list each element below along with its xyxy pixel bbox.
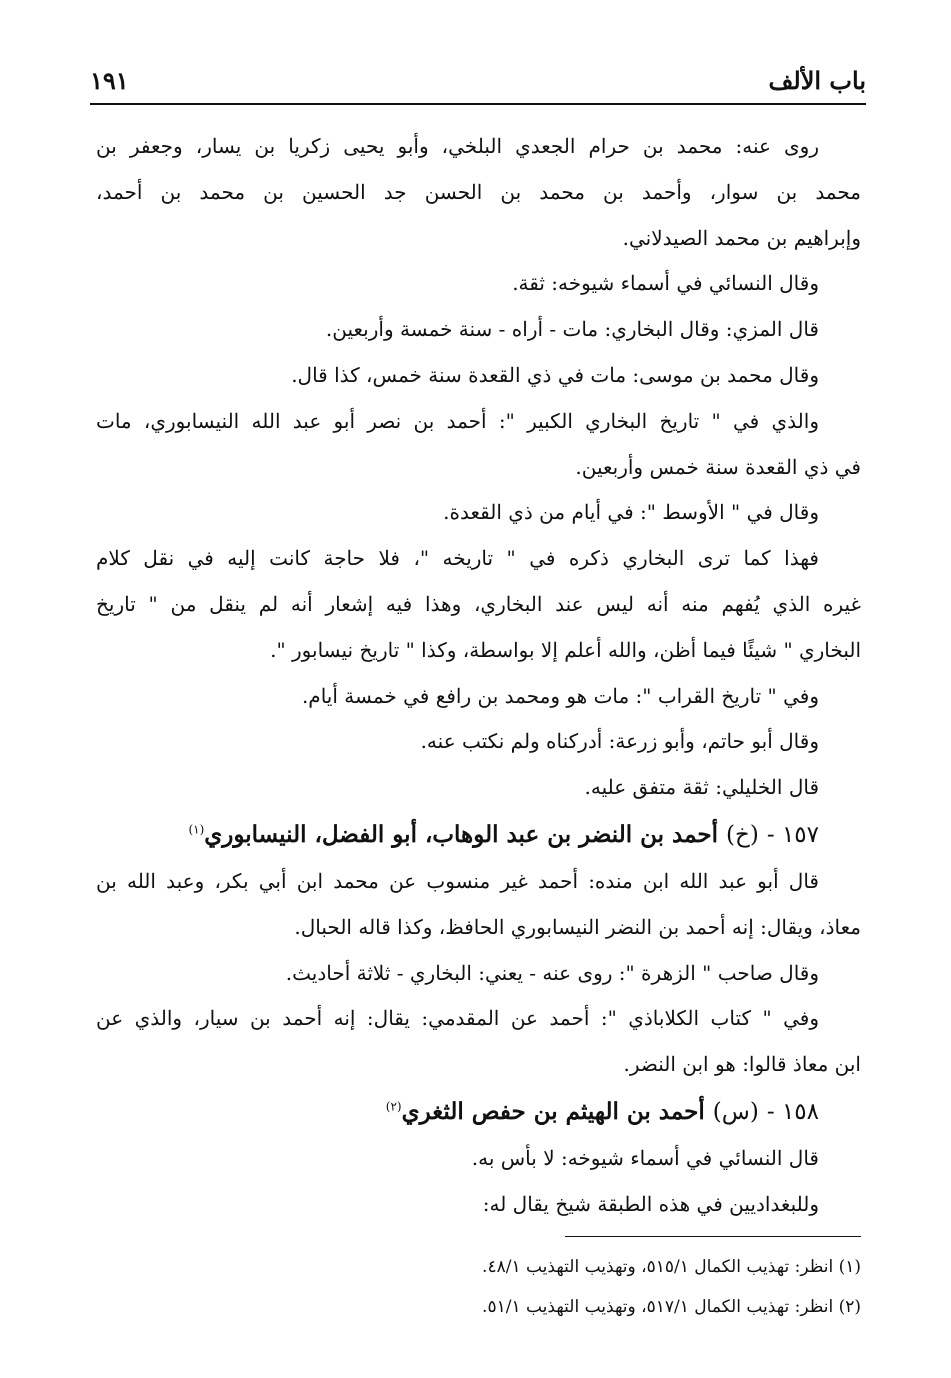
entry-heading-158 xyxy=(96,1088,861,1136)
chapter-title: باب الألف xyxy=(768,66,866,95)
entry-heading-157 xyxy=(96,811,861,859)
text-line: فهذا كما ترى البخاري ذكره في " تاريخه "، فلا حاجة كانت إليه في نقل كلام xyxy=(96,546,819,571)
entry-name: أحمد بن الهيثم بن حفص الثغري xyxy=(401,1097,705,1125)
text-line: وقال النسائي في أسماء شيوخه: ثقة. xyxy=(512,271,819,296)
page-number: ١٩١ xyxy=(90,66,129,95)
text-line: غيره الذي يُفهم منه أنه ليس عند البخاري، وهذا فيه إشعار أنه لم ينقل من " تاريخ xyxy=(96,591,861,616)
text-line: وقال محمد بن موسى: مات في ذي القعدة سنة خمس، كذا قال. xyxy=(291,362,819,387)
main-text xyxy=(96,124,861,1228)
footnote-2: (٢) انظر: تهذيب الكمال ٥١٧/١، وتهذيب التهذيب ٥١/١. xyxy=(482,1297,861,1317)
entry-number: ١٥٨ - xyxy=(766,1098,819,1125)
text-line: في ذي القعدة سنة خمس وأربعين. xyxy=(575,454,861,479)
footnote-1: (١) انظر: تهذيب الكمال ٥١٥/١، وتهذيب التهذيب ٤٨/١. xyxy=(482,1257,861,1277)
entry-name: أحمد بن النضر بن عبد الوهاب، أبو الفضل، النيسابوري xyxy=(204,820,719,848)
entry-siglum: (خ) xyxy=(726,821,759,848)
text-line: معاذ، ويقال: إنه أحمد بن النضر النيسابوري الحافظ، وكذا قاله الحبال. xyxy=(294,914,861,939)
text-line: وقال صاحب " الزهرة ": روى عنه - يعني: البخاري - ثلاثة أحاديث. xyxy=(285,960,819,985)
text-line: وللبغداديين في هذه الطبقة شيخ يقال له: xyxy=(482,1191,819,1216)
text-line: ابن معاذ قالوا: هو ابن النضر. xyxy=(623,1052,861,1077)
text-line: البخاري " شيئًا فيما أظن، والله أعلم إلا بواسطة، وكذا " تاريخ نيسابور ". xyxy=(270,637,861,662)
text-line: محمد بن سوار، وأحمد بن محمد بن الحسن جد الحسين بن محمد بن أحمد، xyxy=(96,179,861,204)
text-line: قال النسائي في أسماء شيوخه: لا بأس به. xyxy=(471,1145,819,1170)
footnote-ref: (١) xyxy=(188,822,205,837)
text-line: وفي " كتاب الكلاباذي ": أحمد عن المقدمي: يقال: إنه أحمد بن سيار، والذي عن xyxy=(96,1006,819,1031)
footnotes xyxy=(96,1247,861,1327)
text-line: قال المزي: وقال البخاري: مات - أراه - سنة خمسة وأربعين. xyxy=(325,317,819,342)
entry-number: ١٥٧ - xyxy=(766,821,819,848)
entry-siglum: (س) xyxy=(712,1098,759,1125)
running-header xyxy=(90,66,866,106)
text-line: قال الخليلي: ثقة متفق عليه. xyxy=(584,775,819,800)
header-divider xyxy=(90,103,866,105)
text-line: وإبراهيم بن محمد الصيدلاني. xyxy=(622,225,861,250)
text-line: والذي في " تاريخ البخاري الكبير ": أحمد بن نصر أبو عبد الله النيسابوري، مات xyxy=(96,408,819,433)
footnote-divider xyxy=(565,1236,861,1237)
text-line: روى عنه: محمد بن حرام الجعدي البلخي، وأبو يحيى زكريا بن يسار، وجعفر بن xyxy=(96,134,819,158)
text-line: وقال في " الأوسط ": في أيام من ذي القعدة. xyxy=(443,500,819,525)
text-line: وقال أبو حاتم، وأبو زرعة: أدركناه ولم نكتب عنه. xyxy=(420,729,819,754)
footnote-ref: (٢) xyxy=(385,1099,402,1114)
text-line: وفي " تاريخ القراب ": مات هو ومحمد بن رافع في خمسة أيام. xyxy=(301,683,819,708)
text-line: قال أبو عبد الله ابن منده: أحمد غير منسوب عن محمد ابن أبي بكر، وعبد الله بن xyxy=(96,868,819,893)
